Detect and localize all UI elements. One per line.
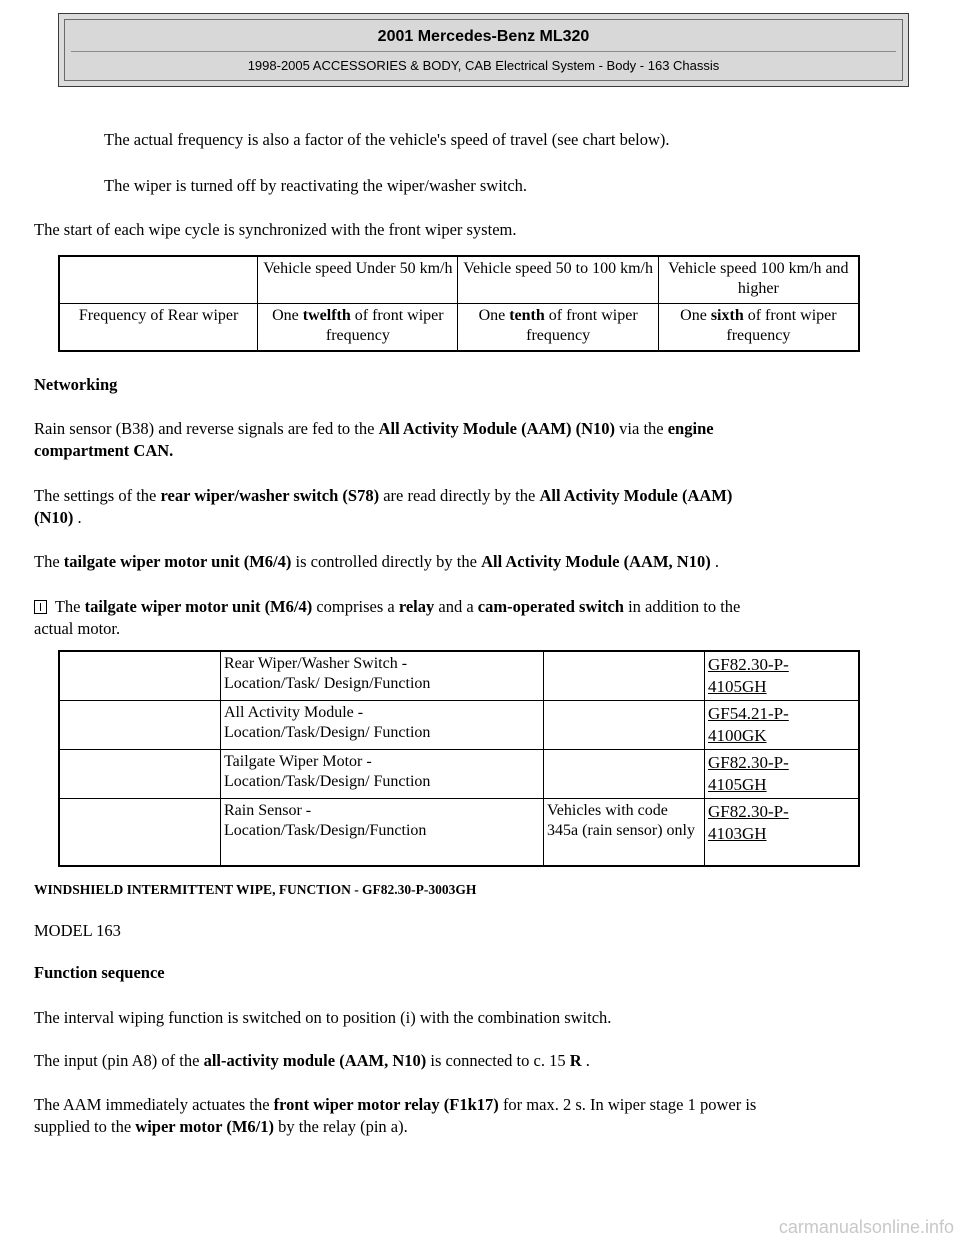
- table-header-cell: [59, 256, 258, 304]
- paragraph-rain-sensor-cont: compartment CAN.: [34, 441, 174, 460]
- bold-text-run: R: [569, 1051, 582, 1070]
- document-header-inner: [64, 19, 903, 81]
- table-header-cell: Vehicle speed Under 50 km/h: [258, 256, 458, 304]
- reference-link-cell: [705, 701, 860, 750]
- text-run: comprises a: [312, 597, 399, 616]
- text-run: The input (pin A8) of the: [34, 1051, 204, 1070]
- reference-title-cell: [221, 651, 544, 701]
- table-cell-empty: [59, 651, 221, 701]
- reference-link[interactable]: [708, 753, 789, 794]
- watermark: carmanualsonline.info: [778, 1217, 954, 1237]
- paragraph-input-pin: [34, 1050, 590, 1072]
- text-run: Rain sensor (B38) and reverse signals are fed to the: [34, 419, 379, 438]
- paragraph-tailgate-components-cont: actual motor.: [34, 619, 121, 638]
- paragraph-frequency-factor: The actual frequency is also a factor of the vehicle's speed of travel (see chart below).: [104, 130, 670, 149]
- section-heading: WINDSHIELD INTERMITTENT WIPE, FUNCTION - GF82.30-P-3003GH: [34, 882, 477, 897]
- reference-note-cell: [544, 750, 705, 799]
- table-cell-empty: [59, 750, 221, 799]
- reference-title-line2: Location/Task/Design/Function: [224, 822, 427, 839]
- cell-text: of front wiper frequency: [325, 307, 444, 344]
- text-run: .: [581, 1051, 590, 1070]
- bold-text-run: relay: [398, 597, 435, 616]
- bold-text-run: rear wiper/washer switch (S78): [160, 486, 380, 505]
- cell-text: One: [680, 307, 711, 324]
- text-run: The: [51, 597, 85, 616]
- text-run: and a: [434, 597, 478, 616]
- reference-title-cell: [221, 799, 544, 867]
- reference-title: Rear Wiper/Washer Switch -: [224, 655, 408, 672]
- reference-link-cell: [705, 750, 860, 799]
- table-row: [59, 651, 859, 701]
- bold-text-run: wiper motor (M6/1): [135, 1117, 274, 1136]
- reference-link-text[interactable]: GF82.30-P-: [708, 753, 789, 772]
- text-run: is controlled directly by the: [291, 552, 482, 571]
- table-cell-empty: [59, 701, 221, 750]
- text-run: is connected to c. 15: [426, 1051, 570, 1070]
- cell-text: One: [272, 307, 303, 324]
- paragraph-tailgate-components: [34, 596, 740, 618]
- text-run: The AAM immediately actuates the: [34, 1095, 274, 1114]
- header-divider: [71, 51, 896, 52]
- text-run: .: [710, 552, 719, 571]
- reference-title: All Activity Module -: [224, 704, 364, 721]
- reference-note-cell: [544, 701, 705, 750]
- reference-title: Tailgate Wiper Motor -: [224, 753, 372, 770]
- table-row: [59, 750, 859, 799]
- reference-title: Rain Sensor -: [224, 802, 312, 819]
- paragraph-switch-settings-cont: [34, 507, 82, 529]
- reference-note-cell: [544, 651, 705, 701]
- wiper-frequency-table: [58, 255, 860, 352]
- reference-link-text[interactable]: GF54.21-P-: [708, 704, 789, 723]
- reference-link-text[interactable]: GF82.30-P-: [708, 802, 789, 821]
- bold-text-run: cam-operated switch: [477, 597, 624, 616]
- bold-text-run: (N10): [34, 508, 74, 527]
- reference-link[interactable]: [708, 704, 789, 745]
- bold-text-run: all-activity module (AAM, N10): [203, 1051, 427, 1070]
- reference-link[interactable]: [708, 802, 789, 843]
- bold-text-run: tailgate wiper motor unit (M6/4): [63, 552, 292, 571]
- reference-title-cell: [221, 750, 544, 799]
- cell-bold-text: twelfth: [302, 307, 351, 324]
- text-run: .: [73, 508, 82, 527]
- bold-text-run: front wiper motor relay (F1k17): [273, 1095, 499, 1114]
- paragraph-switch-settings: [34, 485, 732, 507]
- reference-title-line2: Location/Task/ Design/Function: [224, 675, 431, 692]
- paragraph-aam-actuates: [34, 1094, 756, 1116]
- reference-link-text[interactable]: GF82.30-P-: [708, 655, 789, 674]
- reference-link-text[interactable]: 4103GH: [708, 824, 767, 843]
- paragraph-wiper-off: The wiper is turned off by reactivating the wiper/washer switch.: [104, 176, 528, 195]
- table-row: [59, 304, 859, 352]
- reference-table: [58, 650, 860, 867]
- bold-text-run: tailgate wiper motor unit (M6/4): [84, 597, 313, 616]
- cell-text: One: [478, 307, 510, 324]
- reference-title-line2: Location/Task/Design/ Function: [224, 773, 431, 790]
- networking-heading: Networking: [34, 375, 118, 394]
- paragraph-rain-sensor: [34, 418, 714, 440]
- paragraph-tailgate-control: [34, 551, 719, 573]
- text-run: supplied to the: [34, 1117, 136, 1136]
- table-cell: [658, 304, 859, 352]
- note-icon[interactable]: [34, 600, 47, 614]
- reference-link-text[interactable]: 4105GH: [708, 677, 767, 696]
- reference-note-cell: Vehicles with code 345a (rain sensor) only: [544, 799, 705, 867]
- table-header-row: [59, 256, 859, 304]
- reference-link-cell: [705, 651, 860, 701]
- text-run: The settings of the: [34, 486, 161, 505]
- table-cell-empty: [59, 799, 221, 867]
- reference-title-cell: [221, 701, 544, 750]
- document-subtitle: 1998-2005 ACCESSORIES & BODY, CAB Electrical System - Body - 163 Chassis: [247, 58, 720, 73]
- bold-text-run: All Activity Module (AAM) (N10): [378, 419, 616, 438]
- reference-title-line2: Location/Task/Design/ Function: [224, 724, 431, 741]
- paragraph-aam-actuates-cont: [34, 1116, 408, 1138]
- table-cell: [458, 304, 658, 352]
- bold-text-run: engine: [667, 419, 714, 438]
- text-run: in addition to the: [623, 597, 741, 616]
- reference-link[interactable]: [708, 655, 789, 696]
- document-title: 2001 Mercedes-Benz ML320: [377, 28, 590, 45]
- model-line: MODEL 163: [34, 921, 121, 940]
- reference-link-text[interactable]: 4105GH: [708, 775, 767, 794]
- table-row-label: Frequency of Rear wiper: [59, 304, 258, 352]
- paragraph-synchronized: The start of each wipe cycle is synchronized with the front wiper system.: [34, 220, 517, 239]
- text-run: by the relay (pin a).: [273, 1117, 408, 1136]
- table-row: [59, 799, 859, 867]
- text-run: for max. 2 s. In wiper stage 1 power is: [498, 1095, 757, 1114]
- bold-text-run: All Activity Module (AAM, N10): [481, 552, 711, 571]
- reference-link-cell: [705, 799, 860, 867]
- table-header-cell: Vehicle speed 100 km/h and higher: [658, 256, 859, 304]
- reference-link-text[interactable]: 4100GK: [708, 726, 767, 745]
- document-header: [58, 13, 909, 87]
- paragraph-interval-wiping: The interval wiping function is switched on to position (i) with the combination switch.: [34, 1008, 612, 1027]
- cell-text: of front wiper frequency: [526, 307, 638, 344]
- text-run: via the: [615, 419, 668, 438]
- bold-text-run: All Activity Module (AAM): [539, 486, 733, 505]
- function-sequence-heading: Function sequence: [34, 963, 165, 982]
- cell-text: of front wiper frequency: [726, 307, 837, 344]
- table-cell: [258, 304, 458, 352]
- cell-bold-text: sixth: [710, 307, 744, 324]
- table-row: [59, 701, 859, 750]
- text-run: are read directly by the: [379, 486, 540, 505]
- text-run: The: [34, 552, 64, 571]
- cell-bold-text: tenth: [509, 307, 545, 324]
- table-header-cell: Vehicle speed 50 to 100 km/h: [458, 256, 658, 304]
